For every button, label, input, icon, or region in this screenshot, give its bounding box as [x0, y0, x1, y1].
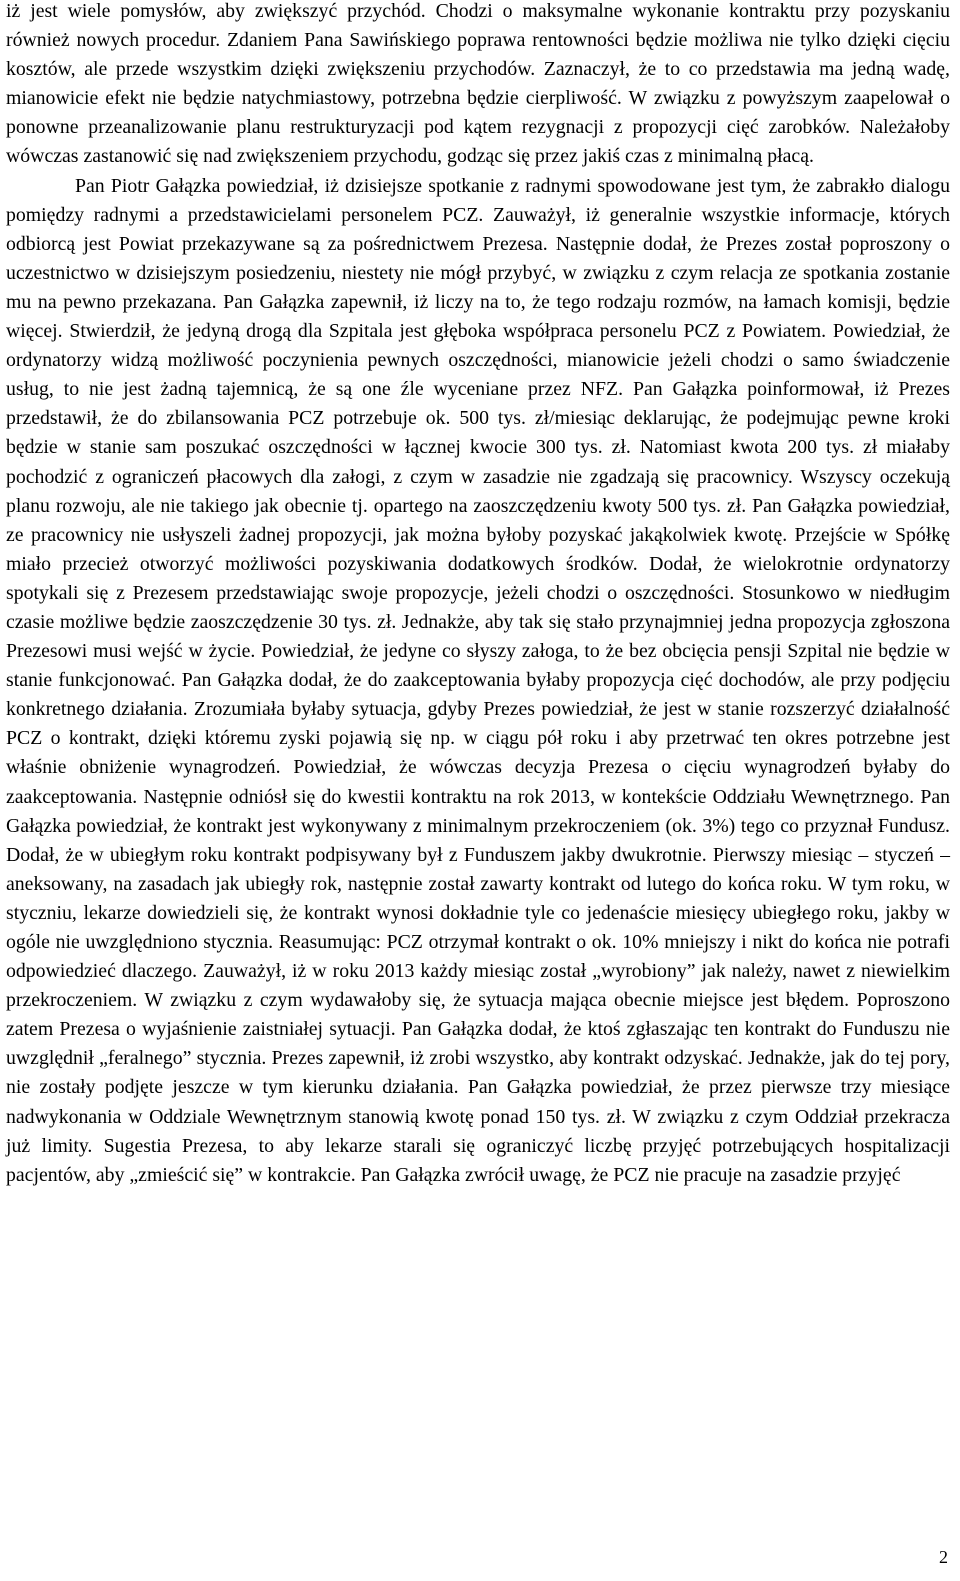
document-body [6, 0, 950, 1190]
paragraph-piotr-galazka: Pan Piotr Gałązka powiedział, iż dzisiejsze spotkanie z radnymi spowodowane jest tym, że zabrakło dialogu pomiędzy radnymi a przedstawicielami personelem PCZ. Zauważył, iż generalnie wszystkie informacje, których odbiorcą jest Powiat przekazywane są za pośrednictwem Prezesa. Następnie dodał, że Prezes został poproszony o uczestnictwo w dzisiejszym posiedzeniu, niestety nie mógł przybyć, w związku z czym relacja ze spotkania zostanie mu na pewno przekazana. Pan Gałązka zapewnił, iż liczy na to, że tego rodzaju rozmów, na łamach komisji, będzie więcej. Stwierdził, że jedyną drogą dla Szpitala jest głęboka współpraca personelu PCZ z Powiatem. Powiedział, że ordynatorzy widzą możliwość poczynienia pewnych oszczędności, mianowicie jeżeli chodzi o samo świadczenie usług, to nie jest żadną tajemnicą, że są one źle wyceniane przez NFZ. Pan Gałązka poinformował, iż Prezes przedstawił, że do zbilansowania PCZ potrzebuje ok. 500 tys. zł/miesiąc deklarując, że podejmując pewne kroki będzie w stanie sam poszukać oszczędności w łącznej kwocie 300 tys. zł. Natomiast kwota 200 tys. zł miałaby pochodzić z ograniczeń płacowych dla załogi, z czym w zasadzie nie zgadzają się pracownicy. Wszyscy oczekują planu rozwoju, ale nie takiego jak obecnie tj. opartego na zaoszczędzeniu kwoty 500 tys. zł. Pan Gałązka powiedział, ze pracownicy nie usłyszeli żadnej propozycji, jak można byłoby pozyskać jakąkolwiek kwotę. Przejście w Spółkę miało przecież otworzyć możliwości pozyskiwania dodatkowych środków. Dodał, że wielokrotnie ordynatorzy spotykali się z Prezesem przedstawiając swoje propozycje, jeżeli chodzi o oszczędności. Stosunkowo w niedługim czasie możliwe będzie zaoszczędzenie 30 tys. zł. Jednakże, aby tak się stało przynajmniej jedna propozycja zgłoszona Prezesowi musi wejść w życie. Powiedział, że jedyne co słyszy załoga, to że bez obcięcia pensji Szpital nie będzie w stanie funkcjonować. Pan Gałązka dodał, że do zaakceptowania byłaby propozycja cięć dochodów, ale przy podjęciu konkretnego działania. Zrozumiała byłaby sytuacja, gdyby Prezes powiedział, że jest w stanie rozszerzyć działalność PCZ o kontrakt, dzięki któremu zyski pojawią się np. w ciągu pół roku i aby przetrwać ten okres potrzebne jest właśnie obniżenie wynagrodzeń. Powiedział, że wówczas decyzja Prezesa o cięciu wynagrodzeń byłaby do zaakceptowania. Następnie odniósł się do kwestii kontraktu na rok 2013, w kontekście Oddziału Wewnętrznego. Pan Gałązka powiedział, że kontrakt jest wykonywany z minimalnym przekroczeniem (ok. 3%) tego co przyznał Fundusz. Dodał, że w ubiegłym roku kontrakt podpisywany był z Funduszem jakby dwukrotnie. Pierwszy miesiąc – styczeń – aneksowany, na zasadach jak ubiegły rok, następnie został zawarty kontrakt od lutego do końca roku. W tym roku, w styczniu, lekarze dowiedzieli się, że kontrakt wynosi dokładnie tyle co jedenaście miesięcy ubiegłego roku, jakby w ogóle nie uwzględniono stycznia. Reasumując: PCZ otrzymał kontrakt o ok. 10% mniejszy i nikt do końca nie potrafi odpowiedzieć dlaczego. Zauważył, iż w roku 2013 każdy miesiąc został „wyrobiony” jak należy, nawet z niewielkim przekroczeniem. W związku z czym wydawałoby się, że sytuacja mająca obecnie miejsce jest błędem. Poproszono zatem Prezesa o wyjaśnienie zaistniałej sytuacji. Pan Gałązka dodał, że ktoś zgłaszając ten kontrakt do Funduszu nie uwzględnił „feralnego” stycznia. Prezes zapewnił, iż zrobi wszystko, aby kontrakt odzyskać. Jednakże, jak do tej pory, nie zostały podjęte jeszcze w tym kierunku działania. Pan Gałązka powiedział, że przez pierwsze trzy miesiące nadwykonania w Oddziale Wewnętrznym stanowią kwotę ponad 150 tys. zł. W związku z czym Oddział przekracza już limity. Sugestia Prezesa, to aby lekarze starali się ograniczyć liczbę przyjęć potrzebujących hospitalizacji pacjentów, aby „zmieścić się” w kontrakcie. Pan Gałązka zwrócił uwagę, że PCZ nie pracuje na zasadzie przyjęć [6, 174, 950, 1186]
paragraph-continuation: iż jest wiele pomysłów, aby zwiększyć przychód. Chodzi o maksymalne wykonanie kontraktu przy pozyskaniu również nowych procedur. Zdaniem Pana Sawińskiego poprawa rentowności będzie możliwa nie tylko dzięki cięciu kosztów, ale przede wszystkim dzięki zwiększeniu przychodów. Zaznaczył, że to co przedstawia ma jedną wadę, mianowicie efekt nie będzie natychmiastowy, potrzebna będzie cierpliwość. W związku z powyższym zaapelował o ponowne przeanalizowanie planu restrukturyzacji pod kątem rezygnacji z propozycji cięć zarobków. Należałoby wówczas zastanowić się nad zwiększeniem przychodu, godząc się przez jakiś czas z minimalną płacą. [6, 0, 950, 168]
page-number: 2 [939, 1547, 948, 1567]
